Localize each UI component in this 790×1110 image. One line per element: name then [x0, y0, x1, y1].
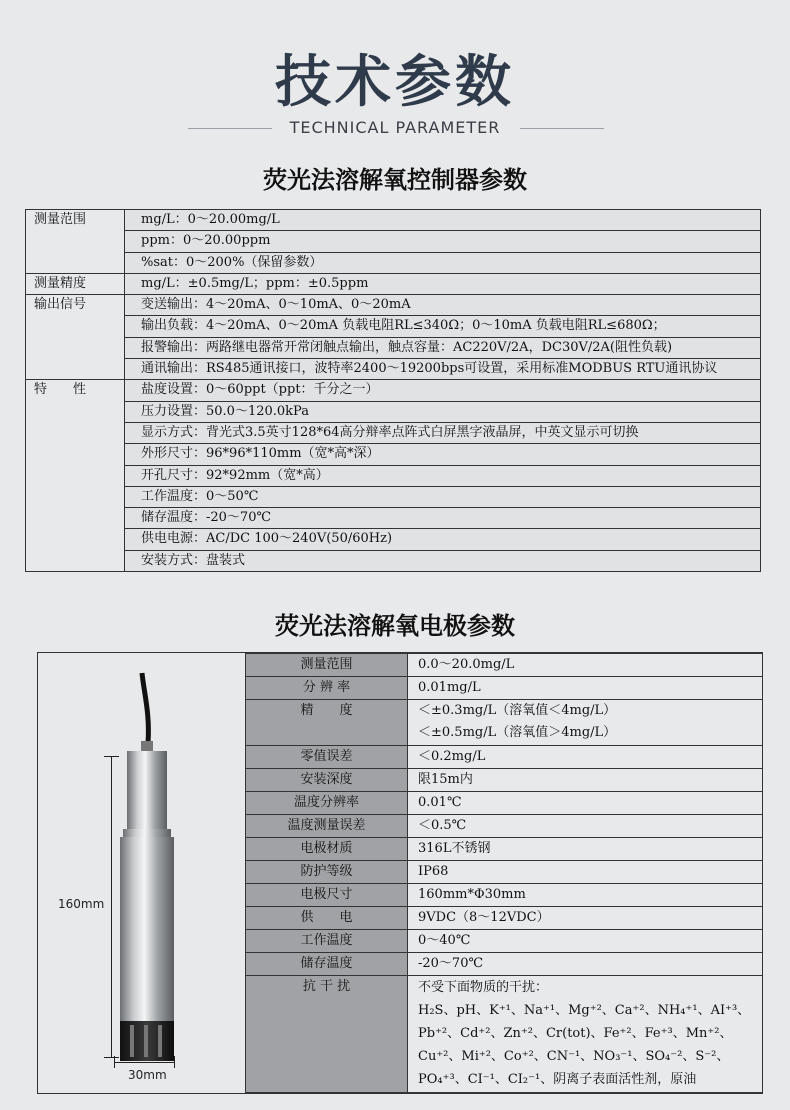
table-row [26, 210, 761, 231]
param-value: 变送输出：4～20mA、0～10mA、0～20mA [125, 295, 761, 316]
table-row [26, 380, 761, 401]
probe-cable [142, 673, 148, 743]
width-dimension-label: 30mm [128, 1068, 167, 1082]
table-row [246, 769, 763, 792]
table-row [246, 976, 763, 1093]
param-label: 工作温度 [246, 930, 408, 953]
interference-line: Cu⁺²、Mi⁺²、Co⁺²、CN⁻¹、NO₃⁻¹、SO₄⁻²、S⁻²、 [418, 1049, 730, 1064]
param-label: 防护等级 [246, 861, 408, 884]
param-value: ＜0.5℃ [408, 815, 763, 838]
interference-line: PO₄⁺³、CI⁻¹、CI₂⁻¹、阴离子表面活性剂，原油 [418, 1072, 697, 1087]
page-title: 技术参数 [275, 50, 515, 115]
table-row [246, 930, 763, 953]
table-row [26, 231, 761, 252]
table-row [26, 316, 761, 337]
param-value: 报警输出：两路继电器常开常闭触点输出，触点容量：AC220V/2A，DC30V/2A(阻性负载) [125, 337, 761, 358]
table-row [246, 907, 763, 930]
height-dimension-tick-bottom [104, 1057, 119, 1058]
param-label: 电极尺寸 [246, 884, 408, 907]
controller-params-table [25, 209, 761, 572]
interference-line: H₂S、pH、K⁺¹、Na⁺¹、Mg⁺²、Ca⁺²、NH₄⁺¹、AI⁺³、 [418, 1003, 751, 1018]
param-value: 显示方式：背光式3.5英寸128*64高分辩率点阵式白屏黑字液晶屏，中英文显示可切换 [125, 422, 761, 443]
param-value: ppm：0～20.00ppm [125, 231, 761, 252]
param-value: IP68 [408, 861, 763, 884]
param-value: mg/L：±0.5mg/L；ppm：±0.5ppm [125, 273, 761, 294]
width-dimension-tick-left [114, 1056, 115, 1068]
param-value: 限15m内 [408, 769, 763, 792]
interference-line: Pb⁺²、Cd⁺²、Zn⁺²、Cr(tot)、Fe⁺²、Fe⁺³、Mn⁺²、 [418, 1026, 733, 1041]
table-row [26, 550, 761, 571]
table-row [246, 677, 763, 700]
probe-body [120, 837, 174, 1021]
table-row [246, 792, 763, 815]
probe-guard-slot [130, 1025, 134, 1057]
param-label: 测量范围 [26, 210, 125, 274]
param-value: 储存温度：-20～70℃ [125, 508, 761, 529]
width-dimension-tick-right [174, 1056, 175, 1068]
table-row [26, 465, 761, 486]
electrode-params-table [245, 653, 763, 1093]
divider-right [520, 128, 604, 129]
param-value: 盐度设置：0～60ppt（ppt：千分之一） [125, 380, 761, 401]
param-value [408, 700, 763, 746]
param-value: 工作温度：0～50℃ [125, 486, 761, 507]
table-row [26, 529, 761, 550]
height-dimension-label: 160mm [58, 897, 105, 911]
param-label: 分 辨 率 [246, 677, 408, 700]
table-row [246, 654, 763, 677]
param-value: mg/L：0～20.00mg/L [125, 210, 761, 231]
table-row [246, 953, 763, 976]
interference-list [408, 976, 763, 1093]
param-label: 输出信号 [26, 295, 125, 380]
table-row [246, 815, 763, 838]
table-row [26, 486, 761, 507]
table-row [246, 861, 763, 884]
electrode-section-title: 荧光法溶解氧电极参数 [275, 612, 515, 640]
param-value: 316L不锈钢 [408, 838, 763, 861]
table-row [26, 422, 761, 443]
table-row [26, 252, 761, 273]
table-row [26, 337, 761, 358]
param-value: 0.0～20.0mg/L [408, 654, 763, 677]
param-label: 测量精度 [26, 273, 125, 294]
param-label: 特 性 [26, 380, 125, 572]
param-value: 通讯输出：RS485通讯接口，波特率2400～19200bps可设置，采用标准MODBUS RTU通讯协议 [125, 359, 761, 380]
table-row [246, 700, 763, 746]
param-label: 温度分辨率 [246, 792, 408, 815]
table-row [26, 401, 761, 422]
height-dimension-tick-top [104, 756, 119, 757]
param-value: 压力设置：50.0～120.0kPa [125, 401, 761, 422]
param-label: 储存温度 [246, 953, 408, 976]
param-value: 0.01℃ [408, 792, 763, 815]
param-value: 输出负载：4～20mA、0～20mA 负载电阻RL≤340Ω；0～10mA 负载电阻RL≤680Ω； [125, 316, 761, 337]
table-row [26, 444, 761, 465]
param-value: 160mm*Φ30mm [408, 884, 763, 907]
probe-guard-slot [158, 1025, 162, 1057]
width-dimension-line [114, 1062, 174, 1063]
probe-neck [123, 829, 171, 837]
param-value-line: ＜±0.5mg/L（溶氧值＞4mg/L） [418, 725, 617, 740]
param-label: 测量范围 [246, 654, 408, 677]
param-value: 供电电源：AC/DC 100～240V(50/60Hz) [125, 529, 761, 550]
param-value: 9VDC（8～12VDC） [408, 907, 763, 930]
interference-line: 不受下面物质的干扰： [418, 980, 549, 995]
param-label: 电极材质 [246, 838, 408, 861]
table-row [246, 746, 763, 769]
table-row [246, 884, 763, 907]
electrode-probe-image [38, 653, 244, 1093]
probe-top-section [127, 751, 167, 829]
param-value-line: ＜±0.3mg/L（溶氧值＜4mg/L） [418, 703, 617, 718]
param-label: 精 度 [246, 700, 408, 746]
param-value: 0～40℃ [408, 930, 763, 953]
subtitle-row [0, 116, 790, 140]
page-subtitle: TECHNICAL PARAMETER [289, 118, 501, 137]
table-row [26, 295, 761, 316]
param-value: -20～70℃ [408, 953, 763, 976]
table-row [26, 273, 761, 294]
param-value: 外形尺寸：96*96*110mm（宽*高*深） [125, 444, 761, 465]
table-row [26, 508, 761, 529]
height-dimension-line [111, 756, 112, 1058]
param-label: 安装深度 [246, 769, 408, 792]
param-label: 供 电 [246, 907, 408, 930]
controller-section-title: 荧光法溶解氧控制器参数 [263, 166, 527, 194]
param-value: 安装方式：盘装式 [125, 550, 761, 571]
param-label: 温度测量误差 [246, 815, 408, 838]
param-value: 0.01mg/L [408, 677, 763, 700]
param-label: 零值误差 [246, 746, 408, 769]
table-row [246, 838, 763, 861]
table-row [26, 359, 761, 380]
param-value: %sat：0～200%（保留参数） [125, 252, 761, 273]
param-value: ＜0.2mg/L [408, 746, 763, 769]
param-value: 开孔尺寸：92*92mm（宽*高） [125, 465, 761, 486]
probe-guard-slot [144, 1025, 148, 1057]
param-label: 抗 干 扰 [246, 976, 408, 1093]
